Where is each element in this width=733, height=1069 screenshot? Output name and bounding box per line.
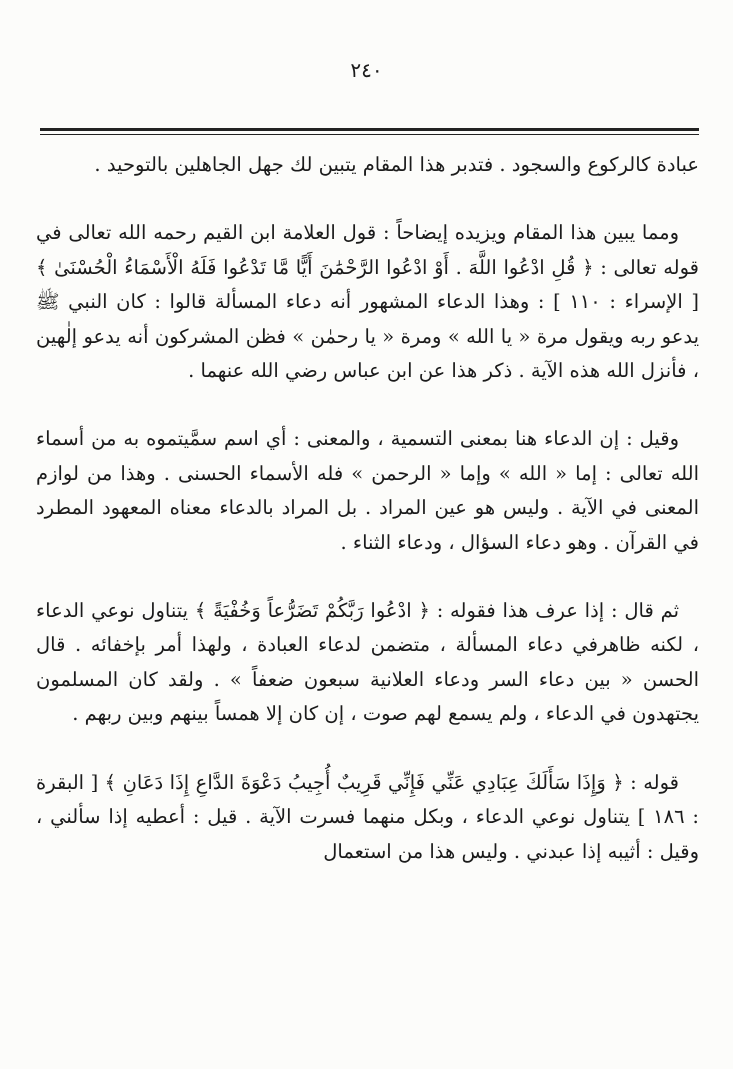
text-line: تعالى في قوله تعالى : ﴿ قُلِ ادْعُوا اللَّهَ . أَوْ ادْعُوا الرَّحْمَٰنَ أَيًّا مَّا تَدْعُوا فَلَهُ (36, 221, 699, 279)
text-line: وقيل : إن الدعاء هنا بمعنى التسمية ، والمعنى : أي اسم سمَّيتموه به من (91, 427, 679, 451)
header-rule-thin (40, 134, 699, 135)
paragraph (36, 766, 699, 869)
text-line: عبادة كالركوع والسجود . فتدبر هذا المقام يتبين لك جهل الجاهلين (174, 153, 699, 176)
text-line: من لوازم المعنى في الآية . وليس هو عين المراد . بل المراد بالدعاء معناه (36, 461, 699, 520)
text-line: أسماء الله تعالى : إما « الله » وإما « الرحمن » فله الأسماء الحسنى . وهذا (36, 427, 699, 485)
text-line: ثم قال : إذا عرف هذا فقوله : ﴿ ادْعُوا رَبَّكُمْ تَضَرُّعاً وَخُفْيَةً ﴾ يتناول (141, 599, 679, 623)
text-line: المسألة قالوا : كان النبي ﷺ يدعو ربه ويقول مرة « يا الله » ومرة « يا (36, 290, 699, 348)
page-number: ٢٤٠ (350, 58, 383, 82)
text-line: قوله : ﴿ وَإِذَا سَأَلَكَ عِبَادِي عَنِّي فَإِنِّي قَرِيبٌ أُجِيبُ دَعْوَةَ الدَّاعِ إِذَا (169, 770, 679, 794)
text-line: نوعي الدعاء ، لكنه ظاهرفي دعاء المسألة ، متضمن لدعاء العبادة ، ولهذا (36, 599, 699, 657)
paragraph (36, 148, 699, 182)
text-body (36, 148, 699, 869)
text-line: إلا همساً بينهم وبين ربهم . (72, 702, 283, 726)
text-line: بالتوحيد . (94, 153, 169, 176)
text-line: ومما يبين هذا المقام ويزيده إيضاحاً : قول العلامة ابن القيم رحمه الله (118, 221, 679, 245)
text-line: الْأَسْمَاءُ الْحُسْنَىٰ ﴾ [ الإسراء : ١١٠ ] : وهذا الدعاء المشهور أنه دعاء (36, 255, 700, 314)
text-line: قيل : أعطيه إذا سألني ، وقيل : أثيبه إذا عبدني . وليس هذا من استعمال (36, 805, 699, 863)
text-line: أمر بإخفائه . قال الحسن « بين دعاء السر ودعاء العلانية سبعون ضعفاً » . (36, 633, 700, 691)
text-line: عن ابن عباس رضي الله عنهما . (188, 359, 446, 383)
text-line: المعهود المطرد في القرآن . وهو دعاء السؤال ، ودعاء الثناء . (36, 496, 699, 554)
text-line: رحمٰن » فظن المشركون أنه يدعو إلٰهين ، فأنزل الله هذه الآية . ذكر هذا (36, 324, 699, 383)
text-line: ولقد كان المسلمون يجتهدون في الدعاء ، ولم يسمع لهم صوت ، إن كان (36, 667, 699, 726)
paragraph (36, 422, 699, 560)
header-rule-thick (40, 128, 699, 131)
text-line: دَعَانِ ﴾ [ البقرة : ١٨٦ ] يتناول نوعي الدعاء ، وبكل منهما فسرت الآية . (36, 770, 699, 829)
paragraph (36, 216, 699, 388)
paragraph (36, 594, 699, 732)
